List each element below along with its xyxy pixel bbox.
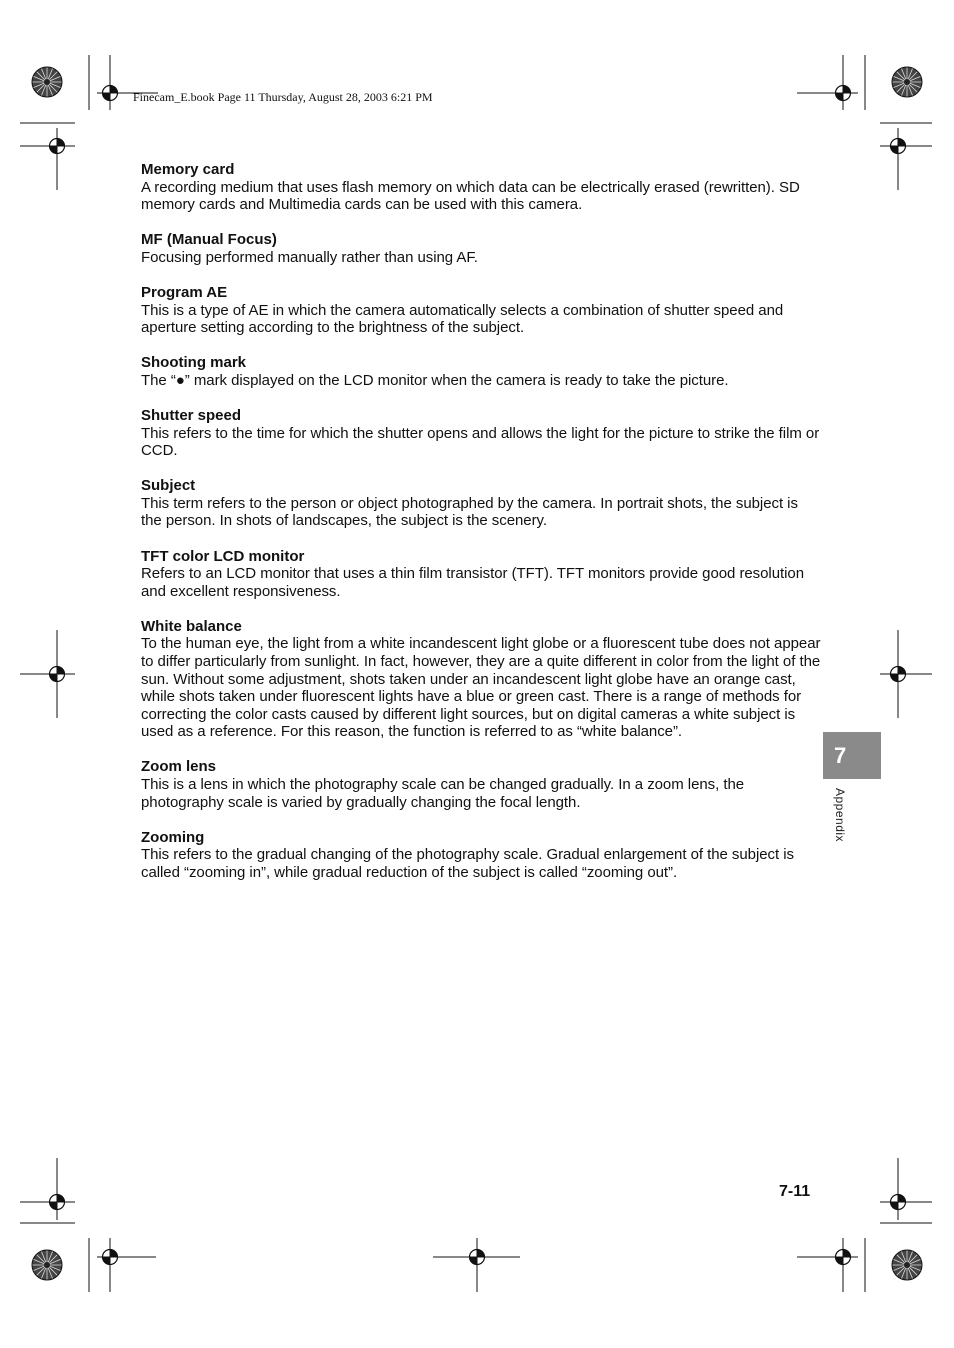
glossary-entry [141, 284, 821, 337]
glossary-term: TFT color LCD monitor [141, 547, 305, 565]
glossary-entry [141, 548, 821, 601]
glossary-entry [141, 477, 821, 530]
glossary-list [141, 161, 821, 899]
glossary-term: Memory card [141, 161, 235, 178]
glossary-entry [141, 758, 821, 811]
page-number: 7-11 [779, 1183, 811, 1200]
glossary-definition: This term refers to the person or object photographed by the camera. In portrait shots, the subject is the person. In shots of landscapes, the subject is the scenery. [141, 494, 798, 530]
glossary-entry [141, 354, 821, 389]
glossary-entry [141, 161, 821, 214]
chapter-label: Appendix [833, 788, 847, 843]
glossary-term: MF (Manual Focus) [141, 231, 277, 249]
glossary-entry [141, 231, 821, 266]
file-info-header: Finecam_E.book Page 11 Thursday, August 28, 2003 6:21 PM [133, 90, 433, 104]
glossary-entry [141, 829, 821, 882]
glossary-definition: Focusing performed manually rather than using AF. [141, 248, 478, 266]
glossary-definition: The “●” mark displayed on the LCD monitor when the camera is ready to take the picture. [141, 371, 729, 389]
glossary-definition: This refers to the gradual changing of the photography scale. Gradual enlargement of the subject is called “zooming in”, while gradual reduction of the subject is called “zooming out”. [141, 846, 794, 881]
glossary-term: Zoom lens [141, 758, 217, 776]
glossary-term: Shutter speed [141, 406, 242, 424]
chapter-tab [823, 732, 881, 779]
glossary-term: Zooming [141, 828, 205, 846]
glossary-term: White balance [141, 617, 242, 635]
glossary-definition: Refers to an LCD monitor that uses a thin film transistor (TFT). TFT monitors provide good resolution and excellent responsiveness. [141, 565, 804, 600]
glossary-entry [141, 407, 821, 460]
glossary-definition: To the human eye, the light from a white incandescent light globe or a fluorescent tube does not appear to differ particularly from sunlight. In fact, however, they are a quite different in color from the light of the sun. Without some adjustment, shots taken under an incandescent light globe have an orange cast, while shots taken under fluorescent lights have a blue or green cast. There is a range of methods for correcting the color casts caused by different light sources, but on digital cameras a white subject is used as a reference. For this reason, the function is referred to as “white balance”. [141, 635, 821, 741]
glossary-definition: This refers to the time for which the shutter opens and allows the light for the picture to strike the film or CCD. [141, 424, 820, 460]
glossary-entry [141, 618, 821, 741]
glossary-term: Program AE [141, 283, 228, 301]
glossary-definition: A recording medium that uses flash memory on which data can be electrically erased (rewritten). SD memory cards and Multimedia cards can be used with this camera. [141, 178, 800, 214]
glossary-definition: This is a lens in which the photography scale can be changed gradually. In a zoom lens, the photography scale is varied by gradually changing the focal length. [141, 776, 745, 811]
chapter-number: 7 [834, 742, 847, 768]
glossary-term: Shooting mark [141, 354, 247, 372]
glossary-term: Subject [141, 477, 196, 495]
glossary-definition: This is a type of AE in which the camera automatically selects a combination of shutter speed and aperture setting according to the brightness of the subject. [141, 301, 784, 337]
